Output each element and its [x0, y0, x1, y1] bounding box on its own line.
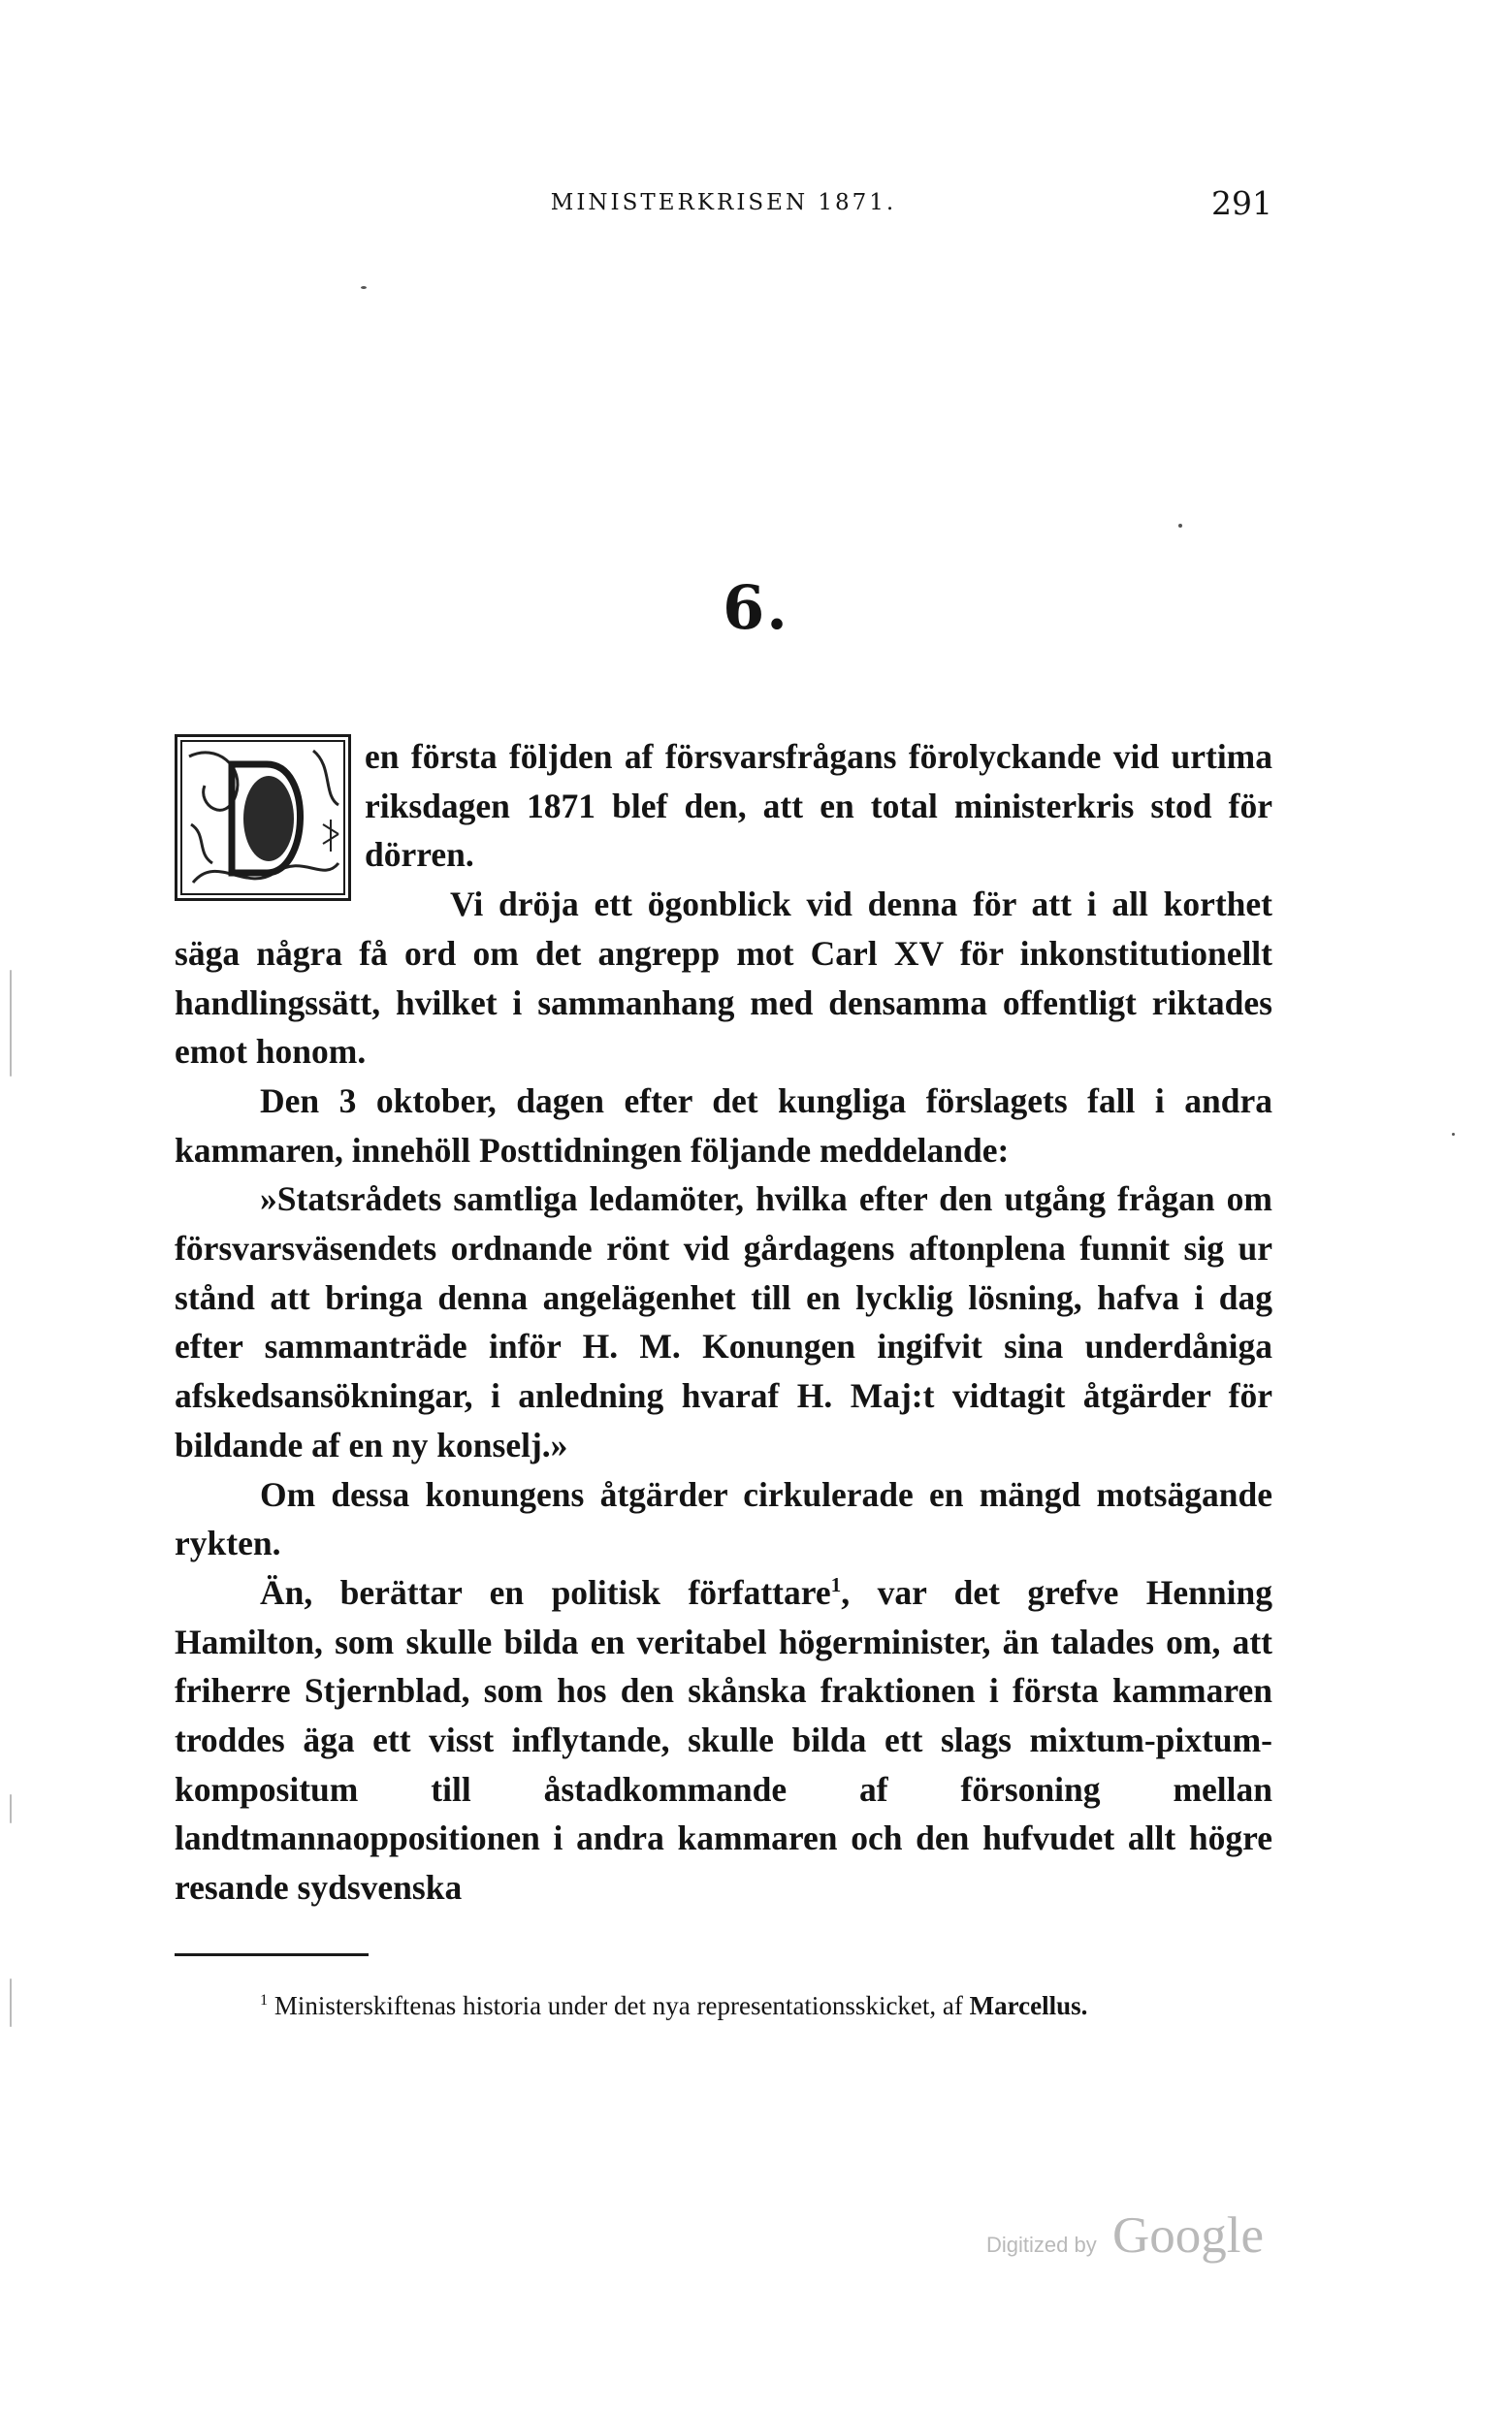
- drop-cap-initial: [175, 734, 351, 901]
- footnote-text: Ministerskiftenas historia under det nya representationsskicket, af: [273, 1991, 963, 2020]
- footnote: [175, 1983, 1272, 2028]
- paragraph-text: en första följden af försvarsfrågans förolyckande vid urtima riksdagen 1871 blef den, att en total ministerkris stod för dörren.: [365, 737, 1272, 875]
- scan-speck: [1178, 524, 1182, 528]
- scan-speck: [1452, 1133, 1455, 1136]
- chapter-number: 6.: [723, 572, 789, 643]
- scan-edge-mark: [10, 1979, 12, 2027]
- footnote-author: Marcellus.: [969, 1991, 1088, 2020]
- quoted-paragraph: »Statsrådets samtliga ledamöter, hvilka efter den utgång frågan om försvarsväsendets ordnande rönt vid gårdagens aftonplena funnit sig ur stånd att bringa denna angelägenhet till en lycklig lösning, hafva i dag efter sammanträde inför H. M. Konungen ingifvit sina underdåniga afskedsansökningar, i anledning hvaraf H. Maj:t vidtagit åtgärder för bildande af en ny konselj.»: [175, 1179, 1272, 1464]
- paragraph: [175, 1568, 1272, 1913]
- scan-speck: [361, 286, 367, 289]
- paragraph-text: Än, berättar en politisk författare: [260, 1572, 831, 1612]
- watermark-prefix: Digitized by: [986, 2233, 1097, 2257]
- running-head: [175, 184, 1272, 223]
- paragraph: Vi dröja ett ögonblick vid denna för att i all korthet säga några få ord om det angrepp mot Carl XV för inkonstitutionellt handlingssätt, hvilket i sammanhang med densamma offentligt riktades emot honom.: [175, 885, 1272, 1072]
- footnote-reference[interactable]: 1: [830, 1573, 842, 1597]
- body-text: [175, 732, 1272, 1913]
- paragraph: Den 3 oktober, dagen efter det kungliga förslagets fall i andra kammaren, innehöll Posttidningen följande meddelande:: [175, 1080, 1272, 1170]
- digitized-watermark: [986, 2206, 1297, 2265]
- footnote-divider: [175, 1953, 369, 1956]
- scan-edge-mark: [10, 1794, 12, 1823]
- footnote-marker: 1: [260, 1991, 269, 2009]
- ornamental-initial-icon: [177, 737, 348, 898]
- watermark-brand: Google: [1112, 2207, 1265, 2264]
- paragraph-text: , var det grefve Henning Hamilton, som skulle bilda en veritabel högerminister, än talades om, att friherre Stjernblad, som hos den skånska fraktionen i första kammaren troddes äga ett visst inflytande, skulle bilda ett slags mixtum-pixtum-kompositum till åstadkommande af försoning mellan landtmannaoppositionen i andra kammaren och den hufvudet allt högre resande sydsvenska: [175, 1572, 1272, 1908]
- running-title: MINISTERKRISEN 1871.: [550, 190, 897, 215]
- paragraph: [175, 732, 1272, 880]
- scan-edge-mark: [10, 970, 12, 1077]
- paragraph: Om dessa konungens åtgärder cirkulerade en mängd motsägande rykten.: [175, 1474, 1272, 1563]
- page-number: 291: [1211, 184, 1272, 222]
